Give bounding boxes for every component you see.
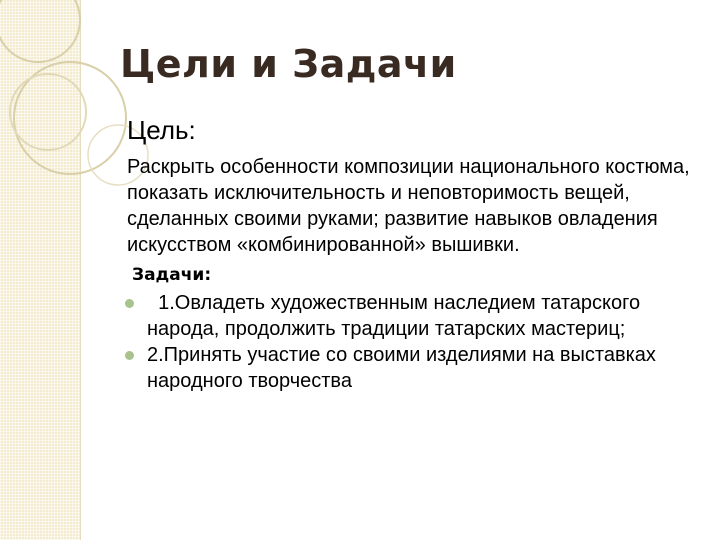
bullet-icon (125, 299, 134, 308)
task-text: 2.Принять участие со своими изделиями на выставках народного творчества (147, 344, 656, 392)
goal-text: Раскрыть особенности композиции национального костюма, показать исключительность и неповторимость вещей, сделанных своими руками; развитие навыков овладения искусством «комбинированной» вышивки. (127, 156, 690, 256)
goal-heading: Цель: (127, 115, 196, 145)
task-item (125, 290, 712, 342)
task-item (125, 342, 712, 394)
slide-title: Цели и Задачи (120, 42, 457, 86)
task-text: 1.Овладеть художественным наследием татарского народа, продолжить традиции татарских мастериц; (147, 292, 646, 340)
task-list (127, 290, 712, 394)
bullet-icon (125, 351, 134, 360)
tasks-heading: Задачи: (132, 265, 212, 285)
slide-body (127, 114, 712, 394)
